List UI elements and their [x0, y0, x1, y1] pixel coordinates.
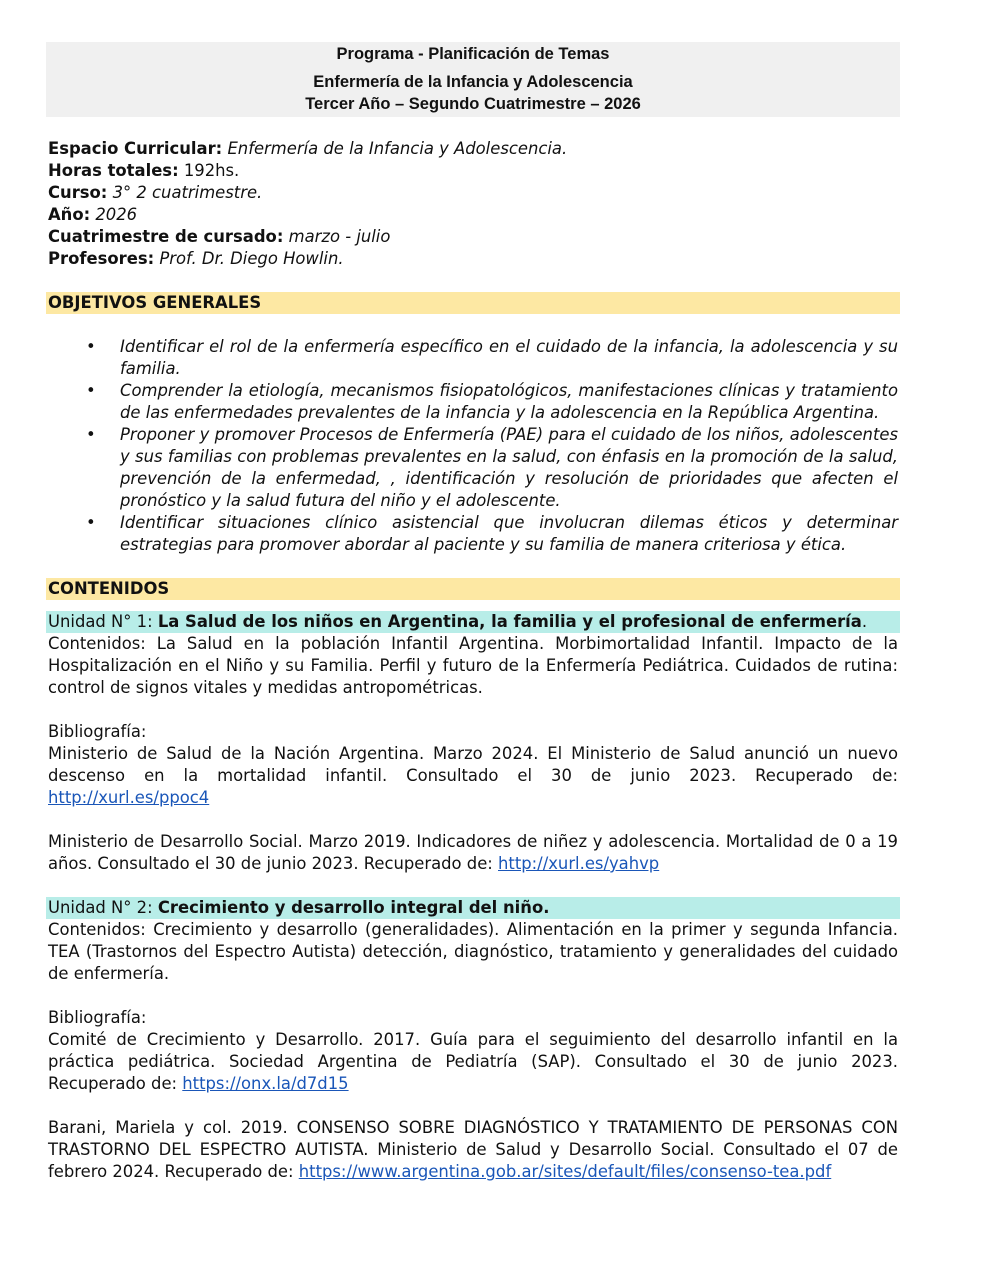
unit-prefix: Unidad N° 2: — [48, 898, 158, 917]
section-heading-objetivos: OBJETIVOS GENERALES — [46, 292, 900, 314]
unit-1-bibliography-label: Bibliografía: — [48, 722, 147, 741]
list-item: • Comprender la etiología, mecanismos fisiopatológicos, manifestaciones clínicas y tratamiento de las enfermedades prevalentes de la infancia y la adolescencia en la República Argentina. — [120, 380, 898, 424]
meta-label: Espacio Curricular: — [48, 139, 223, 158]
list-item: • Identificar situaciones clínico asistencial que involucran dilemas éticos y determinar estrategias para promover abordar al paciente y su familia de manera criteriosa y ética. — [120, 512, 898, 556]
meta-cuatrimestre — [48, 226, 900, 248]
unit-title: La Salud de los niños en Argentina, la familia y el profesional de enfermería — [157, 612, 862, 631]
unit-1-reference-2 — [46, 831, 900, 875]
unit-2-heading — [46, 897, 900, 919]
header-title: Programa - Planificación de Temas — [336, 45, 610, 63]
meta-label: Curso: — [48, 183, 108, 202]
meta-value: 3° 2 cuatrimestre. — [107, 183, 263, 202]
unit-title: Crecimiento y desarrollo integral del niño. — [157, 898, 550, 917]
document-page — [46, 42, 900, 1183]
reference-text: Comité de Crecimiento y Desarrollo. 2017. Guía para el seguimiento del desarrollo infantil en la práctica pediátrica. Sociedad Argentina de Pediatría (SAP). Consultado el 30 de junio 2023. Recuperado de: — [48, 1030, 898, 1093]
reference-link[interactable]: https://onx.la/d7d15 — [182, 1074, 349, 1093]
reference-text: Ministerio de Salud de la Nación Argentina. Marzo 2024. El Ministerio de Salud anunció un nuevo descenso en la mortalidad infantil. Consultado el 30 de junio 2023. Recuperado de: — [48, 744, 898, 785]
objectives-list — [46, 336, 900, 556]
meta-label: Cuatrimestre de cursado: — [48, 227, 284, 246]
reference-link[interactable]: https://www.argentina.gob.ar/sites/default/files/consenso-tea.pdf — [298, 1162, 832, 1181]
list-item: • Proponer y promover Procesos de Enfermería (PAE) para el cuidado de los niños, adolescentes y sus familias con problemas prevalentes en la salud, con énfasis en la promoción de la salud, prevención de la enfermedad, , identificación y resolución de prioridades que afecten el pronóstico y la salud futura del niño y el adolescente. — [120, 424, 898, 512]
reference-link[interactable]: http://xurl.es/ppoc4 — [48, 788, 210, 807]
header-subject: Enfermería de la Infancia y Adolescencia — [313, 73, 633, 91]
meta-horas — [48, 160, 900, 182]
unit-2-reference-1 — [46, 1029, 900, 1095]
meta-value: 192hs. — [178, 161, 240, 180]
unit-1-heading — [46, 611, 900, 633]
unit-suffix: . — [861, 612, 868, 631]
meta-label: Profesores: — [48, 249, 155, 268]
unit-2-contents: Contenidos: Crecimiento y desarrollo (generalidades). Alimentación en la primer y segunda Infancia. TEA (Trastornos del Espectro Autista) detección, diagnóstico, tratamiento y generalidades del cuidado de enfermería. — [48, 920, 898, 983]
reference-text: Ministerio de Desarrollo Social. Marzo 2019. Indicadores de niñez y adolescencia. Mortalidad de 0 a 19 años. Consultado el 30 de junio 2023. Recuperado de: — [48, 832, 898, 873]
meta-curso — [48, 182, 900, 204]
header-term: Tercer Año – Segundo Cuatrimestre – 2026 — [305, 95, 641, 113]
document-header — [46, 42, 900, 117]
list-item: • Identificar el rol de la enfermería específico en el cuidado de la infancia, la adolescencia y su familia. — [120, 336, 898, 380]
unit-2-bibliography-label: Bibliografía: — [48, 1008, 147, 1027]
meta-value: Enfermería de la Infancia y Adolescencia. — [222, 139, 568, 158]
unit-1-reference-1 — [46, 743, 900, 809]
section-heading-contenidos: CONTENIDOS — [46, 578, 900, 600]
meta-label: Horas totales: — [48, 161, 179, 180]
meta-profesores — [48, 248, 900, 270]
unit-2-reference-2 — [46, 1117, 900, 1183]
unit-1-contents: Contenidos: La Salud en la población Infantil Argentina. Morbimortalidad Infantil. Impacto de la Hospitalización en el Niño y su Familia. Perfil y futuro de la Enfermería Pediátrica. Cuidados de rutina: control de signos vitales y medidas antropométricas. — [48, 634, 898, 697]
course-info — [46, 138, 900, 270]
meta-anio — [48, 204, 900, 226]
reference-text: Barani, Mariela y col. 2019. CONSENSO SOBRE DIAGNÓSTICO Y TRATAMIENTO DE PERSONAS CON TRASTORNO DEL ESPECTRO AUTISTA. Ministerio de Salud y Desarrollo Social. Consultado el 07 de febrero 2024. Recuperado de: — [48, 1118, 898, 1181]
meta-value: Prof. Dr. Diego Howlin. — [154, 249, 344, 268]
meta-label: Año: — [48, 205, 91, 224]
reference-link[interactable]: http://xurl.es/yahvp — [498, 854, 660, 873]
unit-prefix: Unidad N° 1: — [48, 612, 158, 631]
meta-value: 2026 — [90, 205, 138, 224]
meta-value: marzo - julio — [283, 227, 391, 246]
meta-espacio — [48, 138, 900, 160]
